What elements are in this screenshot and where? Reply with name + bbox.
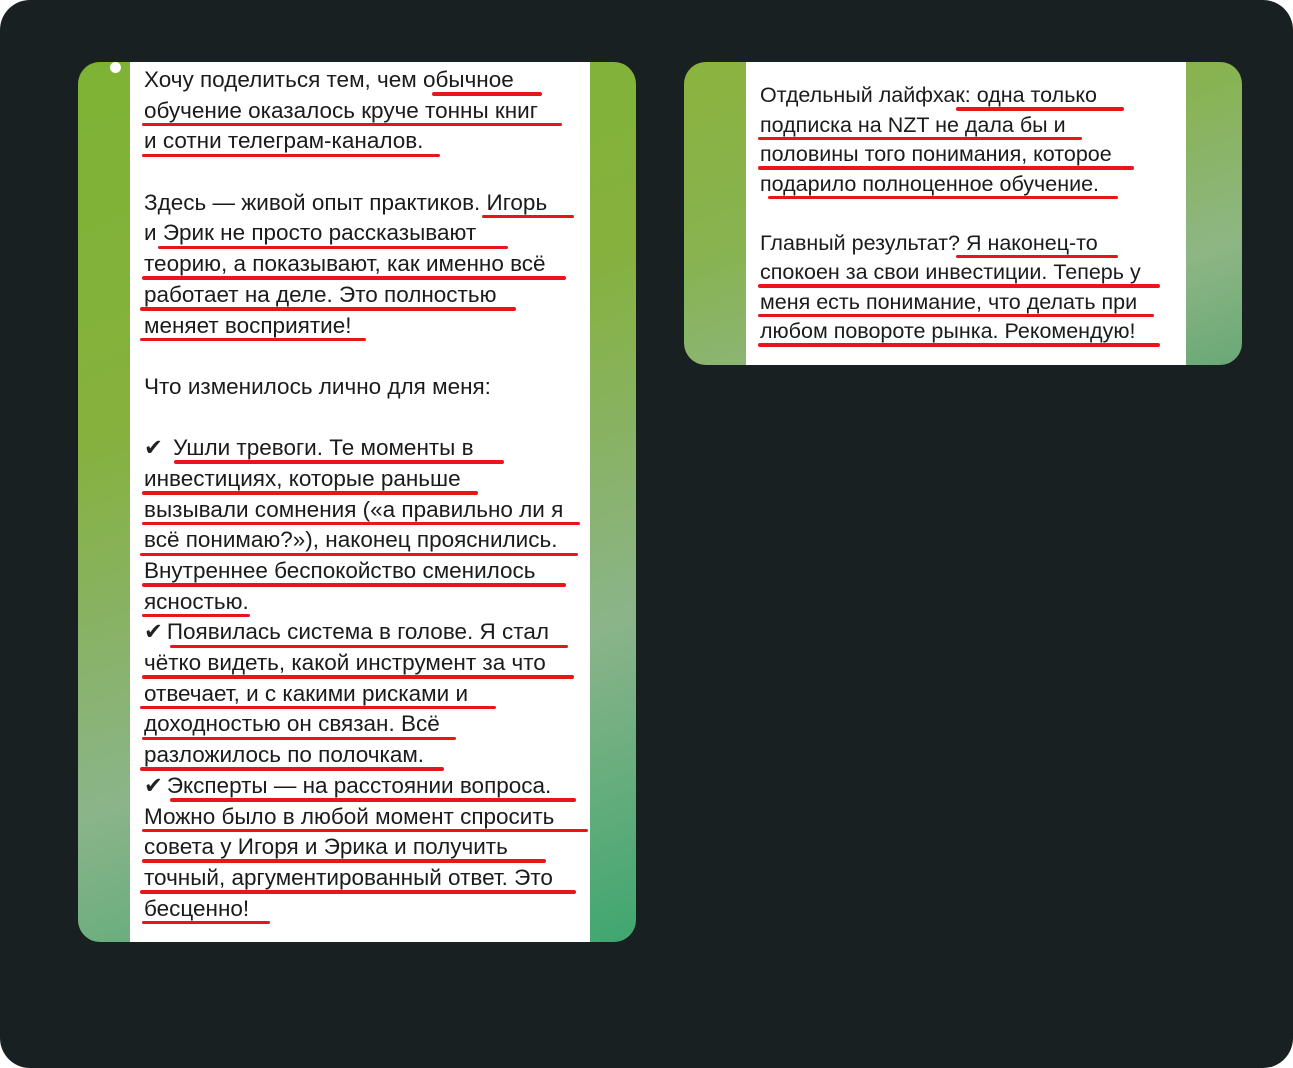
review-card-left [78, 62, 636, 942]
text-line: совета у Игоря и Эрика и получить [144, 832, 563, 863]
indicator-dot [110, 62, 121, 73]
text-line: ✔ Ушли тревоги. Те моменты в [144, 433, 563, 464]
message-text-left [144, 65, 563, 924]
text-line: теорию, а показывают, как именно всё [144, 249, 563, 280]
checkmark-icon: ✔ [144, 619, 163, 646]
text-line: отвечает, и с какими рисками и [144, 679, 563, 710]
checkmark-icon: ✔ [144, 435, 163, 462]
text-line: Здесь — живой опыт практиков. Игорь [144, 188, 563, 219]
text-line: меняет восприятие! [144, 311, 563, 342]
text-line: меня есть понимание, что делать при [760, 288, 1141, 318]
text-line: доходностью он связан. Всё [144, 709, 563, 740]
text-line: Хочу поделиться тем, чем обычное [144, 65, 563, 96]
text-line: и сотни телеграм-каналов. [144, 126, 563, 157]
text-line: чётко видеть, какой инструмент за что [144, 648, 563, 679]
text-line: Внутреннее беспокойство сменилось [144, 556, 563, 587]
text-line: любом повороте рынка. Рекомендую! [760, 317, 1141, 347]
text-line: обучение оказалось круче тонны книг [144, 96, 563, 127]
text-line: работает на деле. Это полностью [144, 280, 563, 311]
text-line: бесценно! [144, 894, 563, 925]
text-line: подписка на NZT не дала бы и [760, 111, 1141, 141]
checkmark-icon: ✔ [144, 772, 163, 799]
text-line-blank [144, 341, 563, 372]
text-line: половины того понимания, которое [760, 140, 1141, 170]
text-line: и Эрик не просто рассказывают [144, 218, 563, 249]
text-line: инвестициях, которые раньше [144, 464, 563, 495]
message-panel-right [746, 62, 1186, 365]
text-line-blank [760, 199, 1141, 229]
text-line: вызывали сомнения («а правильно ли я [144, 495, 563, 526]
text-line: разложилось по полочкам. [144, 740, 563, 771]
text-line: Отдельный лайфхак: одна только [760, 81, 1141, 111]
text-line: ✔ Эксперты — на расстоянии вопроса. [144, 771, 563, 802]
text-line: подарило полноценное обучение. [760, 170, 1141, 200]
text-line: всё понимаю?»), наконец прояснились. [144, 525, 563, 556]
text-line-blank [144, 157, 563, 188]
text-line: ✔ Появилась система в голове. Я стал [144, 617, 563, 648]
text-line-blank [144, 403, 563, 434]
text-line: спокоен за свои инвестиции. Теперь у [760, 258, 1141, 288]
message-text-right [760, 81, 1141, 347]
message-panel-left [130, 62, 590, 942]
text-line: точный, аргументированный ответ. Это [144, 863, 563, 894]
text-line: Главный результат? Я наконец-то [760, 229, 1141, 259]
text-line: Что изменилось лично для меня: [144, 373, 491, 399]
text-line: ясностью. [144, 587, 563, 618]
review-card-right [684, 62, 1242, 365]
text-line: Можно было в любой момент спросить [144, 802, 563, 833]
